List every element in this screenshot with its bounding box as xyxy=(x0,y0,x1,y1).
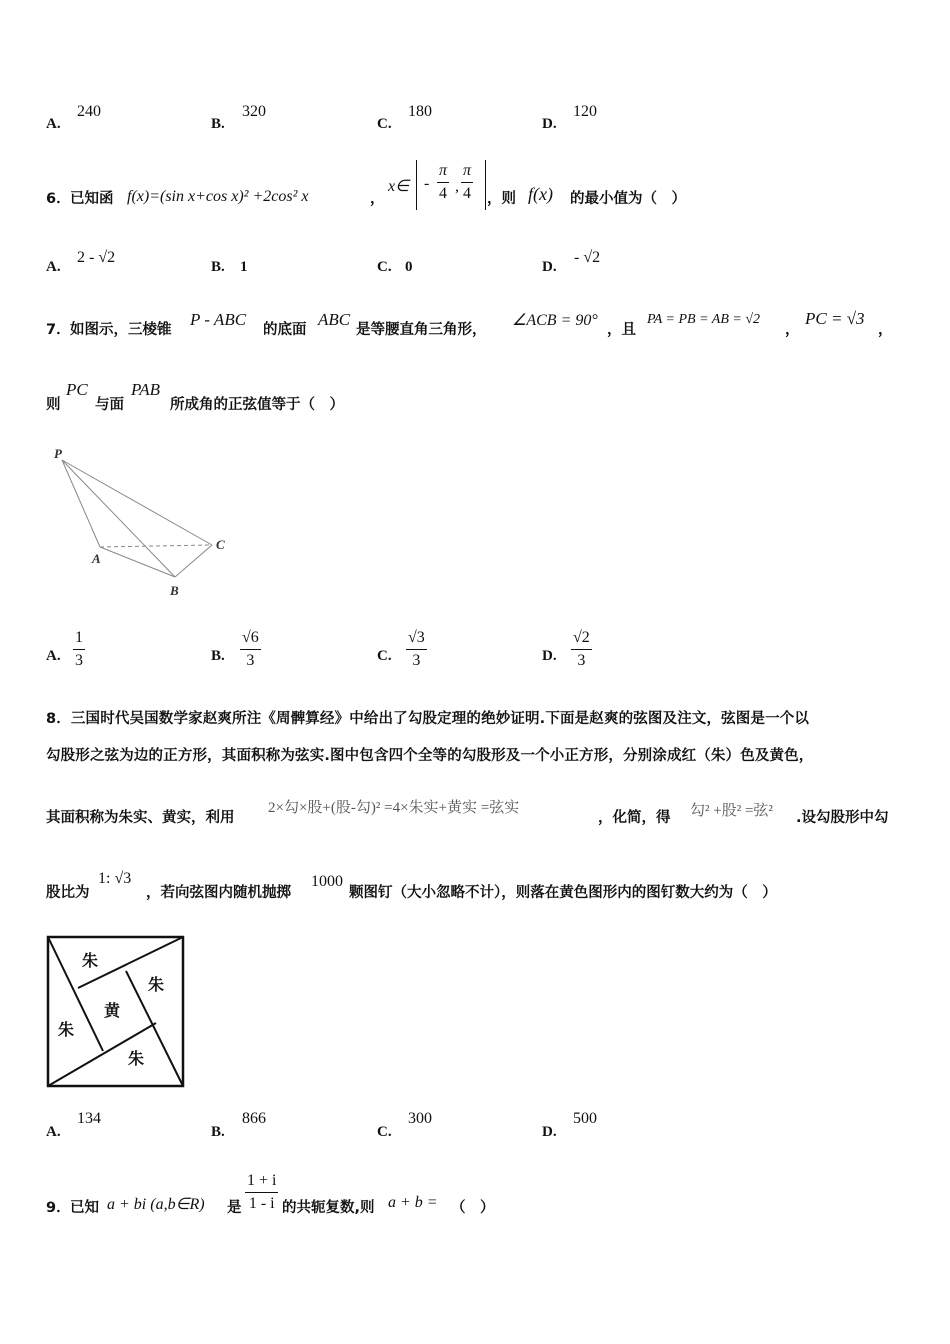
q8-xiantu-figure xyxy=(45,934,187,1089)
q8-option-d-label: D. xyxy=(542,1124,557,1140)
q8-line-3-text-2: ，化简，得 xyxy=(598,810,671,826)
edge-pb xyxy=(62,460,175,577)
q7-text-1: 如图示，三棱锥 xyxy=(70,322,172,338)
q6-fx: f(x) xyxy=(528,184,553,204)
q9-frac-num: 1 + i xyxy=(245,1170,278,1193)
q7-pab: PAB xyxy=(131,380,160,399)
q7-eq1: PA = PB = AB = √2 xyxy=(647,312,761,327)
edge-bc xyxy=(175,545,212,577)
q5-option-a-label: A. xyxy=(46,116,61,132)
q6-option-d-value: - √2 xyxy=(574,249,601,266)
q7-number: 7． xyxy=(46,322,71,338)
label-zhu-top: 朱 xyxy=(82,951,99,970)
q7-pc: PC xyxy=(66,380,88,399)
q6-interval-left-frac xyxy=(437,160,449,205)
q5-option-b-label: B. xyxy=(211,116,225,132)
q8-line-4-text-1: 股比为 xyxy=(46,885,90,901)
q9-text-1: 已知 xyxy=(70,1200,99,1216)
q6-option-c-label: C. xyxy=(377,259,392,275)
q7-option-b-den: 3 xyxy=(246,652,255,669)
q6-interval-minus: - xyxy=(424,175,430,192)
q9-text-4: （ ） xyxy=(451,1200,495,1216)
q7-option-b-label: B. xyxy=(211,648,225,664)
q7-abc: ABC xyxy=(318,310,351,329)
q8-line-2: 勾股形之弦为边的正方形，其面积称为弦实.图中包含四个全等的勾股形及一个小正方形，分别涂成红（朱）色及黄色， xyxy=(46,748,814,764)
q8-option-c-label: C. xyxy=(377,1124,392,1140)
q6-option-b-label: B. xyxy=(211,259,225,275)
q7-option-c-num: √3 xyxy=(406,627,427,650)
edge-pc xyxy=(62,460,212,545)
q9-frac-den: 1 - i xyxy=(248,1195,275,1212)
q6-text-1: 已知函 xyxy=(70,191,114,207)
q7-option-b-frac xyxy=(240,627,261,672)
q7-option-d-frac xyxy=(571,627,592,672)
q6-option-d-label: D. xyxy=(542,259,557,275)
q8-line-1: 8．三国时代吴国数学家赵爽所注《周髀算经》中给出了勾股定理的绝妙证明.下面是赵爽的弦图及注文，弦图是一个以 xyxy=(46,711,810,727)
q6-interval-sep: , xyxy=(455,178,459,195)
q7-option-d-den: 3 xyxy=(577,652,586,669)
q7-option-a-label: A. xyxy=(46,648,61,664)
q6-domain-prefix: x∈ xyxy=(388,178,410,195)
label-c: C xyxy=(216,537,225,552)
q7-text-5: ， xyxy=(785,322,800,338)
q7-option-c-label: C. xyxy=(377,648,392,664)
q6-option-c-value: 0 xyxy=(405,259,413,275)
q7-option-d-label: D. xyxy=(542,648,557,664)
q5-option-d-label: D. xyxy=(542,116,557,132)
q8-ratio: 1: √3 xyxy=(98,870,132,887)
q7-line2-text-1: 则 xyxy=(46,397,61,413)
q9-text-2: 是 xyxy=(227,1200,242,1216)
q5-option-d-value: 120 xyxy=(573,103,597,120)
q6-formula: f(x)=(sin x+cos x)² +2cos² x xyxy=(127,188,309,205)
q7-pabc: P - ABC xyxy=(190,310,247,329)
q7-option-d-num: √2 xyxy=(571,627,592,650)
q6-option-a-label: A. xyxy=(46,259,61,275)
label-zhu-right: 朱 xyxy=(148,975,165,994)
q8-line-4-text-3: 颗图钉（大小忽略不计），则落在黄色图形内的图钉数大约为（ ） xyxy=(349,885,777,901)
q7-eq2: PC = √3 xyxy=(805,309,865,328)
q7-option-a-den: 3 xyxy=(75,652,83,669)
q8-option-a-label: A. xyxy=(46,1124,61,1140)
label-p: P xyxy=(54,446,62,461)
q6-four-1: 4 xyxy=(439,185,447,202)
q8-option-d-value: 500 xyxy=(573,1110,597,1127)
edge-ab xyxy=(100,547,175,577)
q8-formula-1: 2×勾×股+(股-勾)² =4×朱实+黄实 =弦实 xyxy=(268,800,520,816)
q7-text-2: 的底面 xyxy=(263,322,307,338)
label-zhu-bottom: 朱 xyxy=(128,1049,145,1068)
q8-option-a-value: 134 xyxy=(77,1110,101,1127)
q8-count: 1000 xyxy=(311,873,343,890)
q8-option-c-value: 300 xyxy=(408,1110,432,1127)
q7-option-a-num: 1 xyxy=(73,627,85,650)
q7-text-4: ，且 xyxy=(607,322,636,338)
q6-option-a-value: 2 - √2 xyxy=(77,249,116,266)
q6-interval-right-frac xyxy=(461,160,473,205)
q7-line2-text-2: 与面 xyxy=(95,397,124,413)
q6-comma: ， xyxy=(370,191,385,207)
label-b: B xyxy=(170,583,179,598)
q7-option-c-den: 3 xyxy=(412,652,421,669)
q8-option-b-label: B. xyxy=(211,1124,225,1140)
q8-line-3-text-3: .设勾股形中勾 xyxy=(796,810,889,826)
q7-option-a-frac xyxy=(73,627,85,672)
q9-fraction xyxy=(245,1170,278,1215)
q6-text-2: ，则 xyxy=(487,191,516,207)
edge-ac-hidden xyxy=(100,545,212,547)
q5-option-c-label: C. xyxy=(377,116,392,132)
label-zhu-left: 朱 xyxy=(58,1020,75,1039)
q8-option-b-value: 866 xyxy=(242,1110,266,1127)
q5-option-a-value: 240 xyxy=(77,103,101,120)
q6-pi-1: π xyxy=(437,160,449,183)
q9-text-3: 的共轭复数,则 xyxy=(282,1200,375,1216)
edge-pa xyxy=(62,460,100,547)
q7-line2-text-3: 所成角的正弦值等于（ ） xyxy=(170,397,344,413)
q9-expr: a + bi (a,b∈R) xyxy=(107,1196,205,1213)
q7-angle: ∠ACB = 90° xyxy=(512,312,598,329)
q8-line-4-text-2: ，若向弦图内随机抛掷 xyxy=(146,885,291,901)
q5-option-b-value: 320 xyxy=(242,103,266,120)
q9-number: 9． xyxy=(46,1200,71,1216)
label-huang-center: 黄 xyxy=(104,1001,121,1020)
q7-text-3: 是等腰直角三角形， xyxy=(356,322,487,338)
q7-option-c-frac xyxy=(406,627,427,672)
q8-formula-2: 勾² +股² =弦² xyxy=(690,803,773,819)
q6-pi-2: π xyxy=(461,160,473,183)
q7-pyramid-figure xyxy=(40,440,250,605)
q7-text-6: ， xyxy=(878,322,893,338)
q6-four-2: 4 xyxy=(463,185,471,202)
q5-option-c-value: 180 xyxy=(408,103,432,120)
q9-expr2: a + b = xyxy=(388,1194,438,1211)
label-a: A xyxy=(92,551,101,566)
q6-option-b-value: 1 xyxy=(240,259,248,275)
q7-option-b-num: √6 xyxy=(240,627,261,650)
q6-number: 6． xyxy=(46,191,71,207)
q6-text-3: 的最小值为（ ） xyxy=(570,191,686,207)
q8-line-3-text-1: 其面积称为朱实、黄实，利用 xyxy=(46,810,235,826)
